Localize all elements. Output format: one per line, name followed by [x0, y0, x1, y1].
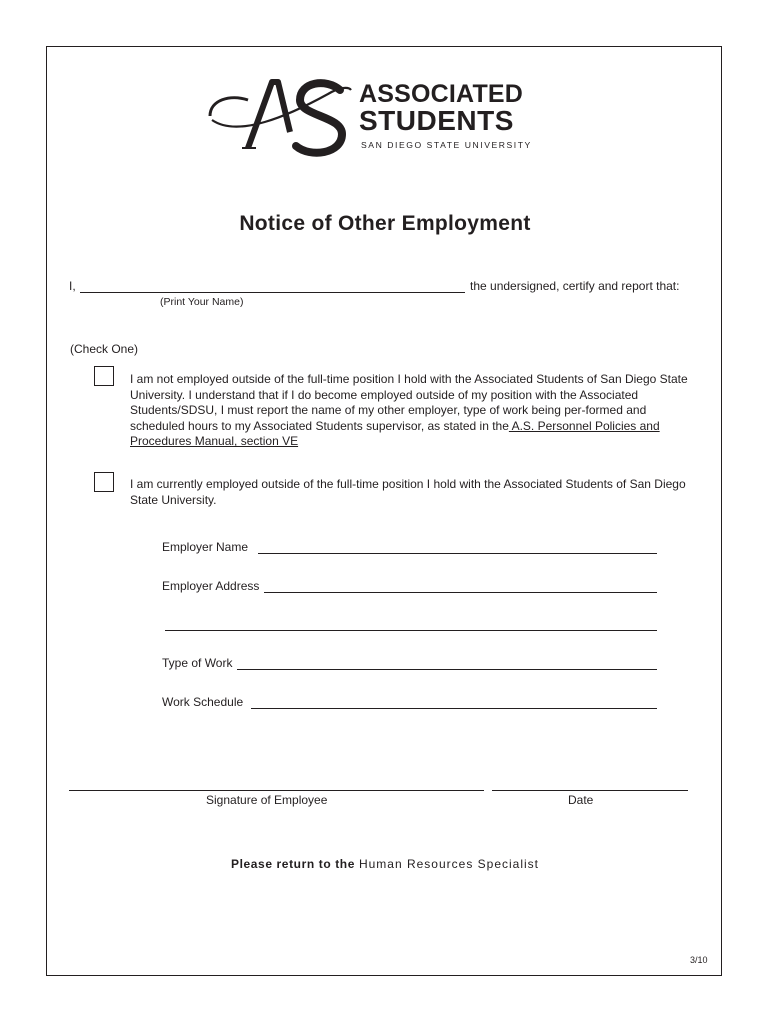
- employer-address-line-2[interactable]: [165, 630, 657, 631]
- signature-caption: Signature of Employee: [206, 793, 328, 807]
- work-schedule-field[interactable]: [251, 708, 657, 709]
- return-recipient: Human Resources Specialist: [358, 857, 540, 871]
- option-not-employed-text: I am not employed outside of the full-time position I hold with the Associated Students of San Diego State University. I understand that if I do become employed outside of my position with the Associated Students/SDSU, I must report the name of my other employer, type of work being per-formed and scheduled hours to my Associated Students supervisor, as stated in the: [130, 372, 688, 433]
- type-of-work-label: Type of Work: [162, 656, 233, 670]
- option-currently-employed: I am currently employed outside of the full-time position I hold with the Associated Students of San Diego State University.: [130, 477, 686, 507]
- policy-manual-link: A.S. Personnel Policies and Procedures Manual, section VE: [130, 418, 660, 449]
- signature-field[interactable]: [69, 790, 484, 791]
- currently-employed-checkbox[interactable]: [94, 472, 114, 492]
- employer-address-field[interactable]: [264, 592, 657, 593]
- print-name-caption: (Print Your Name): [160, 296, 244, 308]
- page-border: [46, 46, 722, 976]
- return-instructions: [0, 857, 770, 871]
- date-field[interactable]: [492, 790, 688, 791]
- logo-university: SAN DIEGO STATE UNIVERSITY: [361, 140, 532, 150]
- as-logo-mark: [208, 76, 353, 158]
- type-of-work-field[interactable]: [237, 669, 657, 670]
- logo-students: STUDENTS: [359, 105, 514, 136]
- employer-name-field[interactable]: [258, 553, 657, 554]
- employer-address-label: Employer Address: [162, 579, 260, 593]
- print-name-field[interactable]: [80, 292, 465, 293]
- work-schedule-label: Work Schedule: [162, 695, 244, 709]
- form-version: 3/10: [690, 955, 708, 965]
- employer-name-label: Employer Name: [162, 540, 249, 554]
- intro-suffix: the undersigned, certify and report that:: [470, 279, 680, 293]
- intro-prefix: I,: [69, 279, 76, 293]
- date-caption: Date: [568, 793, 594, 807]
- not-employed-checkbox[interactable]: [94, 366, 114, 386]
- logo-associated: ASSOCIATED: [359, 80, 524, 108]
- option-not-employed: [130, 372, 695, 450]
- check-one-label: (Check One): [70, 342, 139, 356]
- form-title: Notice of Other Employment: [239, 212, 531, 235]
- return-prefix: Please return to the: [230, 857, 355, 871]
